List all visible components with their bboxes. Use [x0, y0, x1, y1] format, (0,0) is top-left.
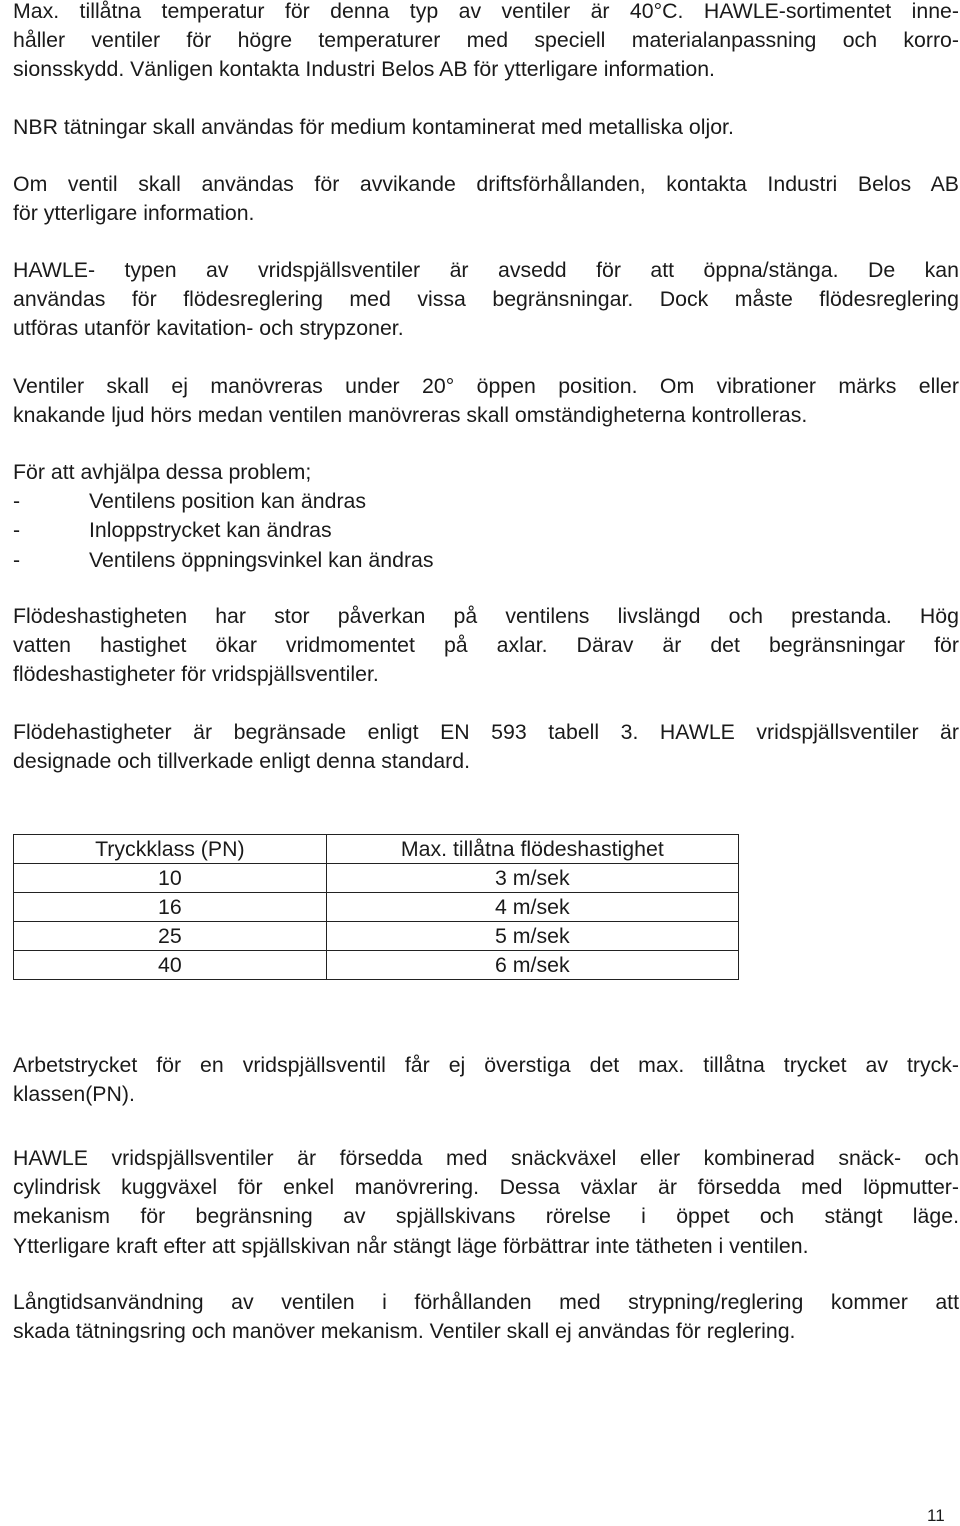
table-cell-pn: 10	[14, 864, 327, 893]
table-cell-pn: 40	[14, 951, 327, 980]
text-line: klassen(PN).	[13, 1082, 135, 1107]
text-line: cylindrisk kuggväxel för enkel manövrering. Dessa växlar är försedda med löpmutter-	[13, 1175, 959, 1200]
paragraph-deviating-conditions	[13, 170, 959, 228]
text-line: användas för flödesreglering med vissa begränsningar. Dock måste flödesreglering	[13, 287, 959, 312]
text-line: Ventiler skall ej manövreras under 20° öppen position. Om vibrationer märks eller	[13, 374, 959, 398]
text-line: skada tätningsring och manöver mekanism. Ventiler skall ej användas för reglering.	[13, 1319, 796, 1344]
table-header-pressure-class: Tryckklass (PN)	[14, 835, 327, 864]
paragraph-working-pressure	[13, 1051, 959, 1109]
paragraph-long-term-use	[13, 1288, 959, 1346]
table-cell-velocity: 3 m/sek	[326, 864, 738, 893]
paragraph-operation-limit	[13, 372, 959, 430]
text-line: Långtidsanvändning av ventilen i förhållanden med strypning/reglering kommer att	[13, 1290, 959, 1314]
list-item	[13, 487, 959, 516]
text-line: Om ventil skall användas för avvikande driftsförhållanden, kontakta Industri Belos AB	[13, 172, 959, 196]
flow-velocity-table	[13, 834, 739, 980]
paragraph-gearbox	[13, 1144, 959, 1261]
table-header-row	[14, 835, 739, 864]
list-item-text: Ventilens öppningsvinkel kan ändras	[89, 547, 434, 572]
list-item-text: Inloppstrycket kan ändras	[89, 518, 332, 543]
table-row	[14, 951, 739, 980]
page-number: 11	[927, 1506, 945, 1525]
text-line: utföras utanför kavitation- och strypzoner.	[13, 316, 404, 341]
text-line: mekanism för begränsning av spjällskivans rörelse i öppet och stängt läge.	[13, 1204, 959, 1229]
text-line: för ytterligare information.	[13, 201, 255, 226]
text-line: Ytterligare kraft efter att spjällskivan når stängt läge förbättrar inte tätheten i ventilen.	[13, 1233, 809, 1258]
table-cell-pn: 25	[14, 922, 327, 951]
table-row	[14, 864, 739, 893]
list-item	[13, 546, 959, 575]
paragraph-temperature	[13, 0, 959, 85]
text-line: designade och tillverkade enligt denna standard.	[13, 749, 471, 774]
text-line: HAWLE- typen av vridspjällsventiler är avsedd för att öppna/stänga. De kan	[13, 258, 959, 282]
table-cell-velocity: 4 m/sek	[326, 893, 738, 922]
list-dash: -	[13, 489, 21, 514]
text-line: Flödehastigheter är begränsade enligt EN 593 tabell 3. HAWLE vridspjällsventiler är	[13, 720, 959, 744]
text-line: HAWLE vridspjällsventiler är försedda med snäckväxel eller kombinerad snäck- och	[13, 1146, 959, 1170]
list-dash: -	[13, 547, 21, 572]
paragraph-valve-purpose	[13, 256, 959, 344]
table-cell-pn: 16	[14, 893, 327, 922]
table-cell-velocity: 6 m/sek	[326, 951, 738, 980]
paragraph-remedies	[13, 458, 959, 575]
list-dash: -	[13, 518, 21, 543]
paragraph-en593	[13, 718, 959, 776]
remedies-intro: För att avhjälpa dessa problem;	[13, 460, 312, 484]
text-line: knakande ljud hörs medan ventilen manövreras skall omständigheterna kontrolleras.	[13, 403, 808, 428]
paragraph-flow-velocity	[13, 602, 959, 690]
text-line: Max. tillåtna temperatur för denna typ av ventiler är 40°C. HAWLE-sortimentet inne-	[13, 0, 959, 23]
text-line: flödeshastigheter för vridspjällsventiler.	[13, 662, 379, 687]
list-item	[13, 516, 959, 545]
text-line: NBR tätningar skall användas för medium kontaminerat med metalliska oljor.	[13, 115, 734, 139]
text-line: håller ventiler för högre temperaturer med speciell materialanpassning och korro-	[13, 28, 959, 53]
text-line: Arbetstrycket för en vridspjällsventil får ej överstiga det max. tillåtna trycket av tryck-	[13, 1053, 959, 1077]
list-item-text: Ventilens position kan ändras	[89, 489, 367, 514]
table-row	[14, 893, 739, 922]
table-row	[14, 922, 739, 951]
table-header-max-flow: Max. tillåtna flödeshastighet	[326, 835, 738, 864]
text-line: vatten hastighet ökar vridmomentet på axlar. Därav är det begränsningar för	[13, 633, 959, 658]
text-line: sionsskydd. Vänligen kontakta Industri Belos AB för ytterligare information.	[13, 57, 715, 82]
table-cell-velocity: 5 m/sek	[326, 922, 738, 951]
paragraph-nbr-seals	[13, 113, 959, 142]
text-line: Flödeshastigheten har stor påverkan på ventilens livslängd och prestanda. Hög	[13, 604, 959, 628]
